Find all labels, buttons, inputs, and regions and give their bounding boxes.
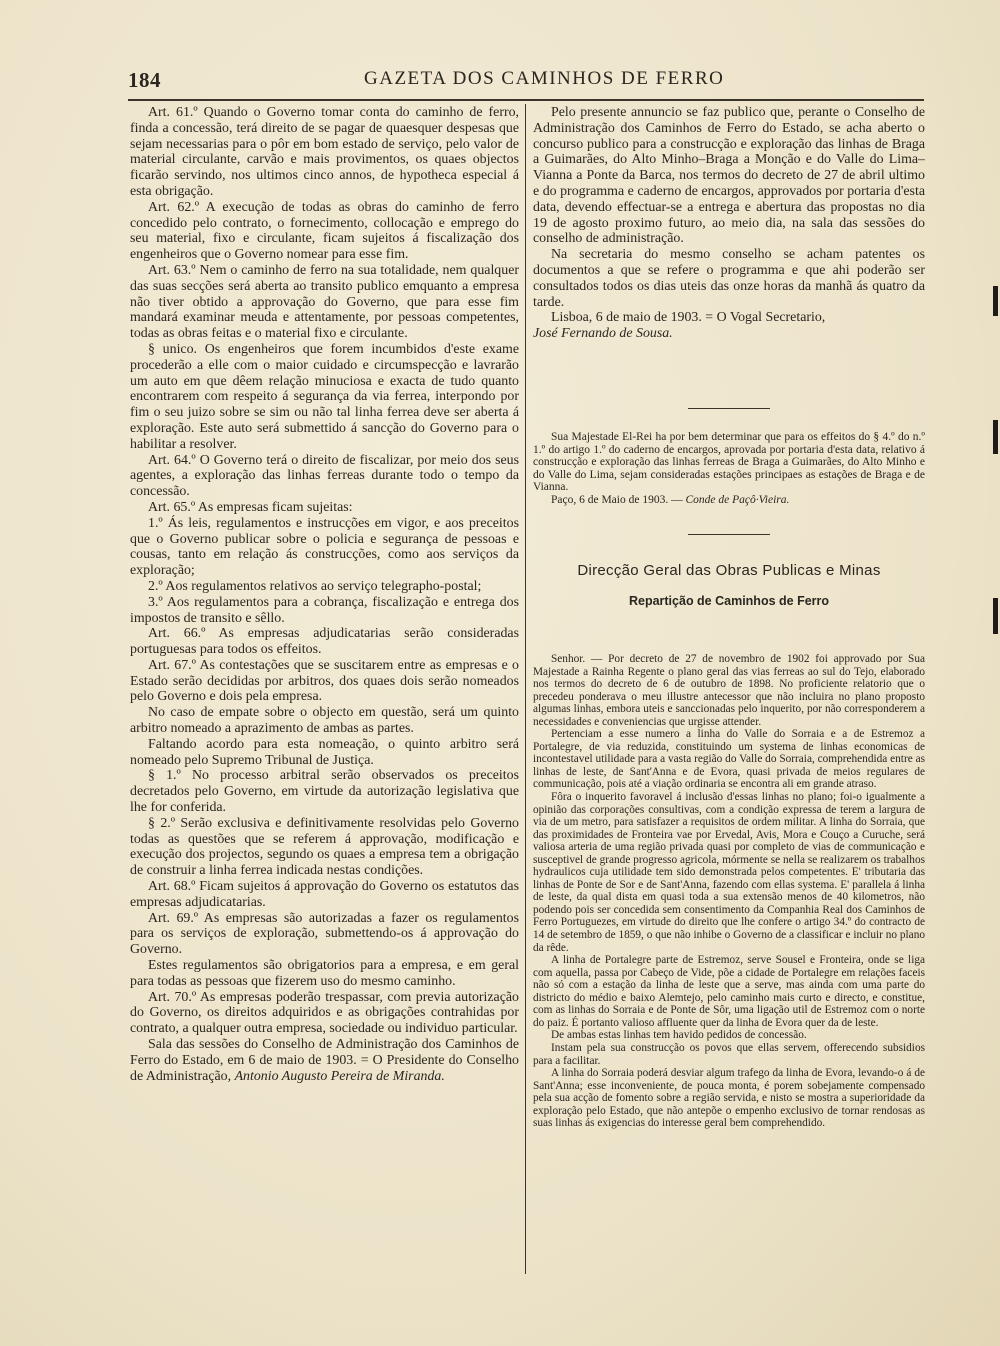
article-paragraph: Art. 65.º As empresas ficam sujeitas: xyxy=(148,499,353,515)
article-paragraph: Art. 68.º Ficam sujeitos á approvação do Governo os estatutos das empresas adjudicatarias. xyxy=(130,879,519,910)
page-number: 184 xyxy=(128,68,161,92)
article-paragraph: 1.º Ás leis, regulamentos e instrucções em vigor, e aos preceitos que o Governo publicar sobre o policia e segurança de pessoas e cousas, tanto em relação ás construcções, como aos serviços da exploração; xyxy=(130,515,519,579)
closing-paragraph xyxy=(130,1037,519,1084)
scan-edge-mark xyxy=(993,420,998,454)
royal-notice-text: Sua Majestade El-Rei ha por bem determinar que para os effeitos do § 4.º do n.º 1.º do artigo 1.º do caderno de encargos, aprovada por portaria d'esta data, relativo á construcção e exploração das linhas ferreas de Braga a Guimarães, do Alto Minho e do Valle do Lima, sejam consideradas estações principaes as estações de Braga e de Vianna. xyxy=(533,431,925,494)
royal-notice-dateline xyxy=(533,494,925,507)
report-paragraph: Instam pela sua construcção os povos que ellas servem, offerecendo subsidios para a facilitar. xyxy=(533,1041,925,1067)
column-divider xyxy=(525,104,526,1274)
report-paragraph: Pertenciam a esse numero a linha do Valle do Sorraia e a de Estremoz a Portalegre, de via reduzida, constituindo um systema de linhas economicas de incontestavel utilidade para a vasta região do Valle do Sorraia, comprehendida entre as linhas de leste, de Sant'Anna e de Evora, quasi privada de meios regulares de communicação, pois até a viação ordinaria se encontra ali em grande atraso. xyxy=(533,728,925,791)
section-heading: Direcção Geral das Obras Publicas e Minas xyxy=(577,562,881,579)
announcement-block xyxy=(533,105,925,342)
article-paragraph: Estes regulamentos são obrigatorios para a empresa, e em geral para todas as pessoas que fizerem uso do mesmo caminho. xyxy=(130,958,519,989)
notice-separator xyxy=(688,534,770,535)
article-paragraph: No caso de empate sobre o objecto em questão, será um quinto arbitro nomeado a aprazimento de ambas as partes. xyxy=(130,705,519,737)
closing-text: Sala das sessões do Conselho de Administração dos Caminhos de Ferro do Estado, em 6 de maio de 1903. = O Presidente do Conselho de Administração, xyxy=(130,1037,519,1084)
report-paragraph: A linha do Sorraia poderá desviar algum trafego da linha de Evora, levando-o á de Sant'Anna; esse inconveniente, de pouca monta, é porem sobejamente compensado pela sua acção de fomento sobre a região servida, e nisto se mostra a superioridade da exploração pelo Estado, que não antepõe o empenho exclusivo de tornar rendosas as suas linhas ás exigencias do interesse geral bem comprehendido. xyxy=(533,1067,925,1130)
page-header xyxy=(128,66,924,96)
announcement-paragraph: Na secretaria do mesmo conselho se acham patentes os documentos a que se refere o programma e que ahi poderão ser consultados todos os dias uteis das onze horas da manhã ás quatro da tarde. xyxy=(533,247,925,310)
closing-signature: Antonio Augusto Pereira de Miranda. xyxy=(234,1068,445,1084)
section-subheading: Repartição de Caminhos de Ferro xyxy=(628,594,830,608)
article-paragraph: Art. 64.º O Governo terá o direito de fiscalizar, por meio dos seus agentes, a exploração das linhas ferreas durante todo o tempo da concessão. xyxy=(130,452,519,500)
article-paragraph: Art. 63.º Nem o caminho de ferro na sua totalidade, nem qualquer das suas secções será aberta ao transito publico emquanto a empresa não tiver obtido a approvação do Governo, que para esse fim mandará examinar meuda e attentamente, por pessoas competentes, todas as obras feitas e o material fixo e circulante. xyxy=(130,262,519,342)
announcement-signature-line xyxy=(533,326,925,342)
article-paragraph: 2.º Aos regulamentos relativos ao serviço telegrapho-postal; xyxy=(148,578,482,594)
article-paragraph: Art. 61.º Quando o Governo tomar conta do caminho de ferro, finda a concessão, terá direito de se pagar de quaesquer despesas que sejam necessarias para o pôr em bom estado de serviço, pelo valor de material circulante, carvão e mais provimentos, os quaes objectos ficarão servindo, nos ultimos cinco annos, de hypotheca especial á esta obrigação. xyxy=(130,105,519,199)
report-block xyxy=(533,653,925,1130)
article-paragraph: Art. 70.º As empresas poderão trespassar, com previa autorização do Governo, os direitos adquiridos e as obrigações contrahidas por contrato, a qualquer outra empresa, sociedade ou individuo particular. xyxy=(130,989,519,1037)
royal-notice-signature: Conde de Paçô·Vieira. xyxy=(685,493,790,506)
report-paragraph: A linha de Portalegre parte de Estremoz, serve Sousel e Fronteira, onde se liga com aquella, passa por Cabeço de Vide, põe a cidade de Portalegre em relações faceis não só com a estação da linha de leste que a serve, mas ainda com uma parte do districto do médio e baixo Alemtejo, pelo caminho mais curto e directo, e constitue, com as linhas do Sorraia e de Ponte de Sôr, uma ligação util de Estremoz com o norte do paiz. É portanto valioso affluente quer da linha de Evora quer da de leste. xyxy=(533,954,925,1029)
report-paragraph: Senhor. — Por decreto de 27 de novembro de 1902 foi approvado por Sua Majestade a Rainha Regente o plano geral das vias ferreas ao sul do Tejo, elaborado nos termos do decreto de 6 de outubro de 1898. No proficiente relatorio que o precedeu ponderava o meu illustre antecessor que não incluira no plano proposto algumas linhas, embora uteis e sanccionadas pelo inquerito, por não corresponderem a necessidades e conveniencias que urgisse attender. xyxy=(533,653,925,728)
report-paragraph: De ambas estas linhas tem havido pedidos de concessão. xyxy=(551,1029,807,1042)
running-title: GAZETA DOS CAMINHOS DE FERRO xyxy=(364,68,725,89)
left-column xyxy=(130,105,519,1084)
announcement-paragraph: Pelo presente annuncio se faz publico que, perante o Conselho de Administração dos Caminhos de Ferro do Estado, se acha aberto o concurso publico para a construcção e exploração das linhas de Braga a Guimarães, do Alto Minho–Braga a Monção e do Valle do Lima–Vianna a Ponte da Barca, nos termos do decreto de 27 de abril ultimo e do programma e caderno de encargos, approvados por portaria d'esta data, devendo effectuar-se a entrega e abertura das propostas no dia 19 de agosto proximo futuro, ao meio dia, na sala das sessões do conselho de administração. xyxy=(533,105,925,247)
article-paragraph: Art. 69.º As empresas são autorizadas a fazer os regulamentos para os serviços de exploração, submettendo-os á approvação do Governo. xyxy=(130,910,519,958)
article-paragraph: 3.º Aos regulamentos para a cobrança, fiscalização e entrega dos impostos de transito e sêllo. xyxy=(130,594,519,626)
article-paragraph: Art. 67.º As contestações que se suscitarem entre as empresas e o Estado serão decididas por arbitros, dos quaes dois serão nomeados pelo Governo e dois pela empresa. xyxy=(130,657,519,705)
article-paragraph: Art. 66.º As empresas adjudicatarias serão consideradas portuguesas para todos os effeitos. xyxy=(130,626,519,658)
scan-edge-mark xyxy=(993,286,998,316)
announcement-signature: José Fernando de Sousa. xyxy=(533,326,673,342)
article-paragraph: Art. 62.º A execução de todas as obras do caminho de ferro concedido pelo contrato, o fornecimento, collocação e emprego do seu material, fixo e circulante, ficam sujeitos á fiscalização dos engenheiros que o Governo nomear para esse fim. xyxy=(130,199,519,263)
royal-notice-block xyxy=(533,431,925,507)
article-paragraph: § unico. Os engenheiros que forem incumbidos d'este exame procederão a elle com o maior cuidado e circumspecção e lavrarão um auto em que dêem relação minuciosa e exacta de tudo quanto encontrarem com respeito á segurança da via ferrea, interpondo por fim o seu juizo sobre se sim ou não tal linha ferrea deve ser aberta á exploração. Este auto será submettido á sancção do Governo para o habilitar a resolver. xyxy=(130,341,519,452)
announcement-dateline: Lisboa, 6 de maio de 1903. = O Vogal Secretario, xyxy=(551,310,826,326)
article-paragraph: § 2.º Serão exclusiva e definitivamente resolvidas pelo Governo todas as questões que se referem á approvação, modificação e execução dos projectos, segundo os quaes a empresa tem a obrigação de construir a linha ferrea indicada nestas condições. xyxy=(130,815,519,879)
scan-edge-mark xyxy=(993,598,998,634)
article-paragraph: § 1.º No processo arbitral serão observados os preceitos decretados pelo Governo, em virtude da autorização legislativa que lhe for conferida. xyxy=(130,768,519,816)
announcement-separator xyxy=(688,408,770,409)
royal-notice-date: Paço, 6 de Maio de 1903. — xyxy=(551,493,683,506)
report-paragraph: Fôra o inquerito favoravel á inclusão d'essas linhas no plano; foi-o igualmente a opinião das corporações consultivas, com a condição expressa de terem a largura de via de um metro, para satisfazer a requisitos de ordem militar. A linha do Sorraia, que das proximidades de Fronteira vae por Ervedal, Avis, Mora e Couço a Curuche, será valiosa arteria de uma região privada quasi por completo de vias de communicação e susceptivel de grande progresso agricola, mórmente se nella se realizarem os trabalhos hydraulicos cuja utilidade tem sido demonstrada pelos competentes. E' tributaria das linhas de Ponte de Sor e de Sant'Anna, fazendo com ellas systema. E' parallela á linha de leste, da qual dista em quasi toda a sua extensão menos de 40 kilometros, não podendo pois ser concedida sem consentimento da Companhia Real dos Caminhos de Ferro Portuguezes, em virtude do direito que lhe confere o artigo 34.º do contracto de 14 de setembro de 1859, o que não inhibe o Governo de a classificar e incluir no plano da rêde. xyxy=(533,791,925,954)
header-rule xyxy=(128,99,924,101)
article-paragraph: Faltando acordo para esta nomeação, o quinto arbitro será nomeado pelo Supremo Tribunal de Justiça. xyxy=(130,736,519,768)
